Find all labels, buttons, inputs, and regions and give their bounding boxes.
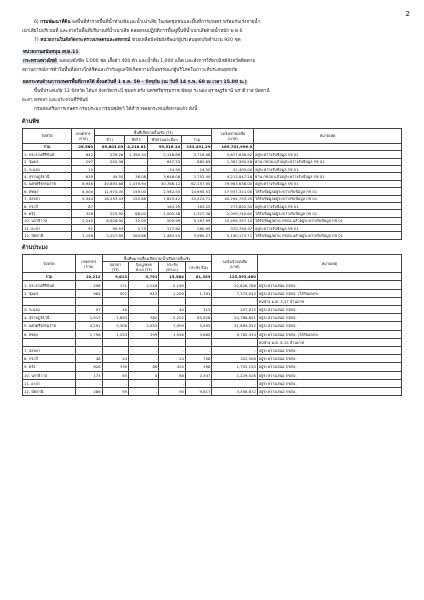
fishery-title: ด้านประมง	[22, 244, 48, 251]
table-row	[23, 330, 402, 338]
table-cell: 2,146.86	[148, 151, 182, 158]
table-cell: 62,157.95	[182, 180, 212, 187]
crop-col-horti: พืชสวนและอื่นๆ	[148, 136, 182, 143]
table-cell: 3,646.08	[148, 173, 182, 180]
table-cell: อยู่ระหว่างรับข้อมูล กช 01	[254, 225, 402, 232]
table-cell: 91	[72, 225, 95, 232]
table-cell: 38.08	[125, 173, 148, 180]
crop-title: ด้านพืช	[22, 119, 40, 125]
table-cell: -	[185, 346, 212, 354]
table-row	[23, 151, 402, 158]
table-cell: 7,375,543	[212, 289, 257, 297]
table-cell: 48	[76, 355, 103, 363]
table-cell: อยู่ระหว่างเสนอ กชภอ. (ได้รับผลกระ	[257, 289, 401, 297]
table-cell: 8. กระบี่	[23, 202, 72, 209]
table-cell: 370,790.47	[212, 225, 254, 232]
table-cell: 1,209	[159, 289, 186, 297]
table-cell: อยู่ระหว่างเสนอ กชภอ.	[257, 346, 401, 354]
table-cell: 68.00	[125, 210, 148, 217]
table-cell	[159, 338, 186, 346]
table-cell: 125,593,460	[212, 273, 257, 281]
table-cell: 11,974.00	[95, 188, 125, 195]
fishery-col-note: หมายเหตุ	[257, 254, 401, 272]
crop-col-field: พืชไร่	[125, 136, 148, 143]
table-cell: ได้รับข้อมูลอยู่ระหว่างรับข้อมูล กช 01	[254, 195, 402, 202]
table-row	[23, 173, 402, 180]
table-cell: 5,190,173.71	[212, 232, 254, 239]
table-row	[23, 363, 402, 371]
table-cell: 9. ตรัง	[23, 363, 76, 371]
table-cell: 263.88	[125, 232, 148, 239]
impact-cont: ยะลา สงขลา และประจวบคีรีขันธ์	[22, 98, 88, 103]
table-cell: 328	[72, 210, 95, 217]
table-cell: 2. ชุมพร	[23, 158, 72, 165]
table-cell: 1. ประจวบคีรีขันธ์	[23, 281, 76, 289]
table-cell: อยู่ระหว่างเสนอ กชภอ.	[257, 371, 401, 379]
table-cell: 360	[129, 314, 159, 322]
table-cell: 6. พัทลุง	[23, 330, 76, 338]
table-cell: อยู่ระหว่างเสนอ กชภอ.	[257, 387, 401, 395]
table-cell: -	[185, 281, 212, 289]
table-row	[23, 195, 402, 202]
table-cell: 15	[72, 165, 95, 172]
table-cell: 63	[102, 371, 129, 379]
table-cell: อยู่ระหว่างเสนอ กชภอ. (ได้รับผลกระ	[257, 330, 401, 338]
table-cell: -	[212, 379, 257, 387]
table-cell: 1,390.34	[125, 151, 148, 158]
table-cell: 639	[72, 173, 95, 180]
table-cell: 2,199	[159, 281, 186, 289]
table-row	[23, 322, 402, 330]
table-cell: 5. นครศรีธรรมราช	[23, 180, 72, 187]
table-cell: ทบช่วง ม.ค. 8.15 ล้านบาท	[257, 338, 401, 346]
table-cell: 4,000	[72, 188, 95, 195]
table-cell: 9,167.99	[182, 217, 212, 224]
impact-heading: ผลกระทบด้านการเกษตรพื้นที่ภาคใต้ ตั้งแต่วันที่ 1 ธ.ค. 59 – ปัจจุบัน (ณ วันที่ 14 ก.พ. 60 ณ เวลา 15.00 น.)	[23, 80, 247, 85]
table-row	[23, 355, 402, 363]
table-cell: 97	[76, 306, 103, 314]
table-cell: 171	[102, 281, 129, 289]
table-row	[23, 297, 402, 305]
table-row	[23, 281, 402, 289]
table-cell: 15,564	[159, 273, 186, 281]
crop-col-aid: วงเงินช่วยเหลือ (บาท)	[212, 129, 254, 144]
table-cell: -	[125, 202, 148, 209]
table-cell: -	[102, 346, 129, 354]
table-cell: 9,785,334	[212, 330, 257, 338]
table-cell: 24.50	[182, 165, 212, 172]
table-row	[23, 210, 402, 217]
table-cell: 9. ตรัง	[23, 210, 72, 217]
table-cell	[23, 297, 76, 305]
impact-text: พื้นที่ประสบภัย 12 จังหวัด ได้แก่ จังหวัดกระบี่ ชุมพร ตรัง นครศรีธรรมราช พัทลุง ระนอง สุราษฎร์ธานี นราธิวาส ปัตตานี	[34, 89, 270, 94]
table-cell: อยู่ระหว่างเสนอ กชภอ.	[257, 363, 401, 371]
table-row	[23, 165, 402, 172]
table-cell: 1,156	[72, 232, 95, 239]
crop-col-total: รวม	[182, 136, 212, 143]
item-6: 6) กรมพัฒนาที่ดิน ลงพื้นที่สำรวจพื้นที่น้ำท่วมขังและน้ำเน่าเสีย ในเขตชุมชนและพื้นที่การเกษตร พร้อมกับเร่งจ่ายน้ำ	[34, 20, 261, 25]
table-cell: 2,252	[159, 314, 186, 322]
crop-col-note: หมายเหตุ	[254, 129, 402, 144]
table-cell: 173	[76, 371, 103, 379]
table-cell: ได้รับข้อมูลอยู่ระหว่างรับข้อมูล กช 01	[254, 210, 402, 217]
table-cell: 1,556	[159, 330, 186, 338]
table-cell: -	[125, 158, 148, 165]
fishery-col-other: กระชัง อื่นๆ	[185, 262, 212, 273]
table-cell: -	[185, 379, 212, 387]
table-cell: 2,347	[185, 371, 212, 379]
table-cell: 2,257.85	[95, 232, 125, 239]
table-cell: 3. ระนอง	[23, 306, 76, 314]
fishery-col-pond: บ่อปลา (ไร่)	[102, 262, 129, 273]
table-cell: 280.90	[182, 225, 212, 232]
table-cell: 24	[102, 355, 129, 363]
table-row	[23, 289, 402, 297]
table-cell: 3,860	[185, 330, 212, 338]
table-cell: 3,752.40	[182, 173, 212, 180]
table-cell: 398	[185, 363, 212, 371]
table-row	[23, 225, 402, 232]
table-cell: 18,253.43	[95, 195, 125, 202]
table-cell: -	[159, 346, 186, 354]
table-cell: 24,786,891	[212, 314, 257, 322]
table-cell: 1,229,526	[212, 371, 257, 379]
table-cell: 1,327.36	[182, 210, 212, 217]
table-row	[23, 346, 402, 354]
table-cell: 642	[72, 151, 95, 158]
crop-col-rice: ข้าว	[95, 136, 125, 143]
table-cell: 95	[159, 387, 186, 395]
table-cell: 61,359	[185, 273, 212, 281]
table-cell: 7. สงขลา	[23, 195, 72, 202]
table-cell: 882.69	[182, 158, 212, 165]
table-cell: -	[129, 379, 159, 387]
table-cell: 299	[129, 330, 159, 338]
table-cell: 12. ปัตตานี	[23, 232, 72, 239]
table-cell: ได้รับข้อมูลอยู่ระหว่างรับข้อมูล กช 01	[254, 188, 402, 195]
table-cell: -	[76, 346, 103, 354]
table-cell: 207,675	[212, 306, 257, 314]
table-row	[23, 188, 402, 195]
table-cell: 1,893	[102, 314, 129, 322]
table-cell: 5,595	[185, 322, 212, 330]
table-cell: ได้รับข้อมูลผ่าน กชภอ.แล้วอยู่ระหว่างรับข้อมูล กช 01	[254, 232, 402, 239]
crop-col-province: จังหวัด	[23, 129, 72, 144]
table-cell: 240.36	[95, 158, 125, 165]
table-cell: อยู่ระหว่างเสนอ กชภอ.	[257, 314, 401, 322]
table-cell: 32,223.71	[182, 195, 212, 202]
table-cell: 253.92	[95, 210, 125, 217]
table-cell: 163.25	[182, 202, 212, 209]
table-cell: อยู่ระหว่างเสนอ กชภอ.	[257, 355, 401, 363]
table-cell: 1,483.55	[148, 232, 182, 239]
table-cell: 32.00	[125, 217, 148, 224]
support-heading: หน่วยงานสนับสนุน สปอ.11	[23, 50, 79, 55]
table-cell: -	[129, 306, 159, 314]
table-cell: 315	[185, 306, 212, 314]
table-cell: 159.00	[125, 188, 148, 195]
table-cell: 153,491.29	[182, 143, 212, 150]
table-cell: 5. นครศรีธรรมราช	[23, 322, 76, 330]
table-cell: 597	[102, 289, 129, 297]
table-cell: 1,005.36	[148, 210, 182, 217]
table-cell: -	[95, 202, 125, 209]
table-cell: 4,291	[76, 322, 103, 330]
table-cell: 4,216.61	[125, 143, 148, 150]
table-cell: -	[125, 165, 148, 172]
table-cell: -	[95, 165, 125, 172]
table-cell: 83,828	[185, 314, 212, 322]
crop-col-farmers: เกษตรกร (ราย)	[72, 129, 95, 144]
impact-note: กรมส่งเสริมการเกษตร กรมประมง กรมปศุสัตว์ ได้สำรวจผลกระทบเสียหายแล้ว ดังนี้	[34, 107, 198, 112]
fishery-col-cage: กระชัง (ตร.ม.)	[159, 262, 186, 273]
table-cell: 296	[76, 281, 103, 289]
table-cell	[212, 338, 257, 346]
table-row	[23, 180, 402, 187]
table-row	[23, 217, 402, 224]
table-cell: ผ่าน กชภอ.แล้วอยู่ระหว่างรับข้อมูล กช 01	[254, 173, 402, 180]
table-cell: 9,813	[102, 273, 129, 281]
table-row	[23, 306, 402, 314]
table-cell: 177.62	[148, 225, 182, 232]
table-cell: 286	[76, 387, 103, 395]
table-cell: 2,653	[129, 322, 159, 330]
table-cell: อยู่ระหว่างเสนอ กชภอ.	[257, 322, 401, 330]
table-cell: 6. พัทลุง	[23, 188, 72, 195]
table-cell: 1. ประจวบคีรีขันธ์	[23, 151, 72, 158]
table-cell: 273,892.50	[212, 202, 254, 209]
ministry-para: กระทรวงพาณิชย์ มอบถุงยังชีพ 1,000 ชุด เสื้อผ้า 400 ตัว และน้ำดื่ม 1,000 แพ็ค และสั่งการให้พาณิชย์จังหวัดติดตาม	[23, 59, 256, 64]
table-cell: 22,826,788	[212, 281, 257, 289]
table-cell: 8. กระบี่	[23, 355, 76, 363]
table-cell: 10,212	[76, 273, 103, 281]
total-row	[23, 273, 402, 281]
fishery-rows	[23, 273, 402, 396]
table-cell: 708	[185, 355, 212, 363]
table-cell: 10. นราธิวาส	[23, 371, 76, 379]
table-cell: -	[102, 379, 129, 387]
table-cell: -	[212, 346, 257, 354]
table-cell: 2,245	[72, 217, 95, 224]
table-cell: รวม	[23, 273, 76, 281]
table-cell: 8,946	[72, 180, 95, 187]
table-cell: 9,817	[185, 387, 212, 395]
item-6-cont: เน่าเสียไปบริเวณที่ และจ่ายในพื้นที่ปริมาณที่น้ำเน่าเสีย ตลอดจนปฏิบัติการพื้นฟูพื้นที่น้ำเน่าเสียด้วยน้ำหมัก พ.ด.6	[22, 29, 243, 34]
table-cell: 7,825.42	[148, 195, 182, 202]
table-cell: 5,344	[72, 195, 95, 202]
table-cell: 297	[72, 158, 95, 165]
fishery-col-area-group: พื้นที่หมายเลี้ยงเสียหาย/น้ำเสียหายสิ้นเชิง	[102, 254, 212, 261]
table-cell: 7,959	[159, 322, 186, 330]
fishery-table	[22, 254, 402, 396]
table-row	[23, 338, 402, 346]
table-cell: 86	[129, 363, 159, 371]
table-cell: 26,580	[72, 143, 95, 150]
table-cell: 99,516.14	[148, 143, 182, 150]
table-cell: 152.88	[125, 195, 148, 202]
table-cell: -	[129, 355, 159, 363]
table-cell: 2,059,745.60	[212, 210, 254, 217]
table-cell	[185, 338, 212, 346]
table-cell: 2,028	[129, 281, 159, 289]
table-cell	[159, 297, 186, 305]
table-cell: 5,751	[129, 273, 159, 281]
crop-col-area-group: พื้นที่เสียหายสิ้นเชิง (ไร่)	[95, 129, 212, 136]
document-body	[22, 18, 402, 396]
table-cell: 1,761	[185, 289, 212, 297]
table-cell: 3.75	[125, 225, 148, 232]
table-cell	[102, 297, 129, 305]
table-row	[23, 202, 402, 209]
table-cell: 509.99	[148, 217, 182, 224]
fishery-col-shrimp: กุ้ง/ปู/หอย ทะเล (ไร่)	[129, 262, 159, 273]
table-cell	[257, 273, 401, 281]
table-cell: 79,963,638.00	[212, 180, 254, 187]
table-cell	[76, 338, 103, 346]
table-cell: 11. ยะลา	[23, 225, 72, 232]
table-cell: 69,803.03	[95, 143, 125, 150]
table-cell: 41,405.00	[212, 165, 254, 172]
table-cell: 964	[76, 289, 103, 297]
table-cell: 169,761,996.0	[212, 143, 254, 150]
table-cell: 3,358,672	[212, 387, 257, 395]
table-cell: 10. นราธิวาส	[23, 217, 72, 224]
fishery-col-aid: วงเงินช่วยเหลือ (บาท)	[212, 254, 257, 272]
table-row	[23, 371, 402, 379]
table-cell: 24	[159, 355, 186, 363]
table-cell: 3,965.27	[182, 232, 212, 239]
table-cell: 1,479.94	[125, 180, 148, 187]
table-cell: 3,677,638.92	[212, 151, 254, 158]
table-cell: 51,889,552	[212, 322, 257, 330]
table-cell: 40	[159, 306, 186, 314]
table-cell: 68	[159, 371, 186, 379]
table-cell	[76, 297, 103, 305]
table-cell: 4,213,847.28	[212, 173, 254, 180]
table-cell: 626	[76, 363, 103, 371]
table-cell: ผ่าน กชภอ.แล้วอยู่ระหว่างรับข้อมูล กช 01	[254, 158, 402, 165]
table-cell: 11. ยะลา	[23, 379, 76, 387]
table-cell: รวม	[23, 143, 72, 150]
table-row	[23, 379, 402, 387]
table-cell: 1,752,150	[212, 363, 257, 371]
table-cell: อยู่ระหว่างรับข้อมูล กช 01	[254, 151, 402, 158]
table-cell: 99.53	[95, 225, 125, 232]
table-cell: 24.50	[148, 165, 182, 172]
page-number: 2	[405, 10, 410, 18]
fishery-col-province: จังหวัด	[23, 254, 76, 272]
table-cell: 339	[102, 363, 129, 371]
table-cell: ทบช่วง ม.ค. 3,37 ล้านบาท	[257, 297, 401, 305]
table-row	[23, 232, 402, 239]
table-cell: 3. ระนอง	[23, 165, 72, 172]
table-cell: 12. ปัตตานี	[23, 387, 76, 395]
table-cell	[212, 297, 257, 305]
table-cell: 1,756	[76, 330, 103, 338]
table-cell: อยู่ระหว่างเสนอ กชภอ.	[257, 379, 401, 387]
table-cell: 1,913	[76, 314, 103, 322]
table-cell: 239.28	[95, 151, 125, 158]
table-cell: 30,786.12	[148, 180, 182, 187]
table-cell: อยู่ระหว่างรับข้อมูล กช 01	[254, 165, 402, 172]
table-cell	[185, 297, 212, 305]
table-cell: อยู่ระหว่างเสนอ กชภอ.	[257, 306, 401, 314]
table-cell	[254, 143, 402, 150]
crop-rows	[23, 143, 402, 239]
table-cell: 647.53	[148, 158, 182, 165]
table-cell	[23, 338, 76, 346]
table-cell: 4. สุราษฎร์ธานี	[23, 173, 72, 180]
table-cell: 5,308	[102, 322, 129, 330]
item-7: 7) หน่วยงานในสังกัดกระทรวงเกษตรและสหกรณ์ ช่วยเหลือปัจจัยยังชีพแก่ผู้ประสบอุทกภัยจำนวน 920 ชุด	[34, 38, 241, 43]
table-cell: 40,294,733.29	[212, 195, 254, 202]
table-cell: 3,716.98	[182, 151, 212, 158]
table-cell: -	[76, 379, 103, 387]
table-cell	[129, 297, 159, 305]
table-cell: 7. สงขลา	[23, 346, 76, 354]
table-cell: 17,937,311.00	[212, 188, 254, 195]
table-cell: 95	[102, 387, 129, 395]
table-cell: 2. ชุมพร	[23, 289, 76, 297]
table-cell: 612	[129, 289, 159, 297]
table-cell: 30,893.68	[95, 180, 125, 187]
table-cell: 40	[102, 306, 129, 314]
table-cell: ได้รับข้อมูลผ่าน กชภอ.แล้วอยู่ระหว่างรับข้อมูล กช 01	[254, 217, 402, 224]
table-cell: อยู่ระหว่างรับข้อมูล กช 01	[254, 180, 402, 187]
table-cell	[129, 338, 159, 346]
table-cell: 4. สุราษฎร์ธานี	[23, 314, 76, 322]
table-cell: 5	[129, 371, 159, 379]
table-cell: -	[159, 379, 186, 387]
total-row	[23, 143, 402, 150]
table-row	[23, 158, 402, 165]
table-row	[23, 314, 402, 322]
table-cell: 1,367,990.58	[212, 158, 254, 165]
table-cell: 87	[72, 202, 95, 209]
crop-table	[22, 128, 402, 240]
table-cell	[102, 338, 129, 346]
table-cell: 8,626.00	[95, 217, 125, 224]
table-cell: 2,562.55	[148, 188, 182, 195]
fishery-col-farmers: เกษตรกร (ราย)	[76, 254, 103, 272]
table-cell: -	[129, 387, 159, 395]
table-cell: 10,499,337.10	[212, 217, 254, 224]
table-cell: 425	[159, 363, 186, 371]
table-cell: 1,253	[102, 330, 129, 338]
table-cell: -	[129, 346, 159, 354]
table-cell: 14,695.53	[182, 188, 212, 195]
table-cell: 49.50	[95, 173, 125, 180]
table-cell: อยู่ระหว่างเสนอ กชภอ.	[257, 281, 401, 289]
table-cell: 322,308	[212, 355, 257, 363]
table-cell: 163.25	[148, 202, 182, 209]
ministry-cont: สถานการณ์การค้าในพื้นที่อย่างใกล้ชิดและกำกับดูแลให้เกิดความเป็นธรรมแก่ผู้บริโภคในภาวะที่ประสบอุทกภัย	[22, 68, 238, 73]
table-row	[23, 387, 402, 395]
table-cell: อยู่ระหว่างรับข้อมูล กช 01	[254, 202, 402, 209]
